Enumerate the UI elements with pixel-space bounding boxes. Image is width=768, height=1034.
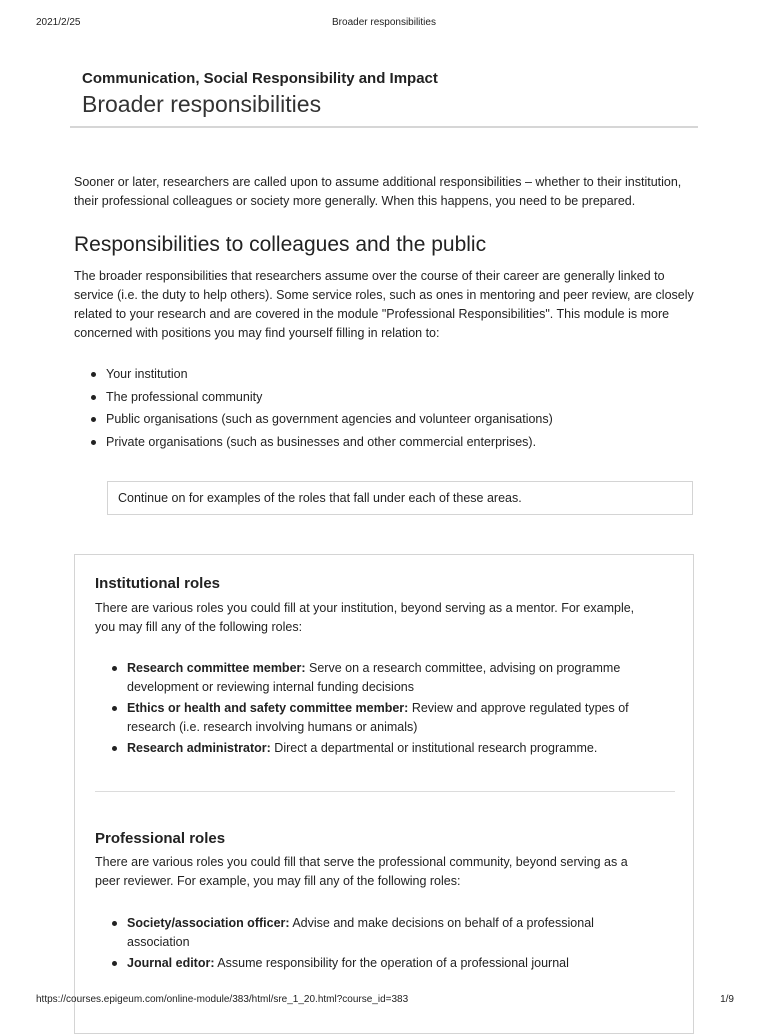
role-description: Direct a departmental or institutional research programme.: [270, 741, 598, 755]
page-url: https://courses.epigeum.com/online-module/383/html/sre_1_20.html?course_id=383: [36, 994, 409, 1005]
institutional-roles-heading: Institutional roles: [95, 575, 221, 592]
professional-roles-list: [95, 914, 655, 975]
list-item: [95, 659, 655, 697]
role-term: Ethics or health and safety committee member:: [127, 701, 409, 715]
role-description: Review and approve regulated types of research (i.e. research involving humans or animals): [127, 701, 629, 734]
professional-roles-paragraph: There are various roles you could fill that serve the professional community, beyond serving as a peer reviewer. For example, you may fill any of the following roles:: [95, 855, 628, 888]
bullet-icon: [91, 395, 96, 400]
institutional-roles-list: [95, 659, 655, 760]
bullet-icon: [112, 666, 117, 671]
module-name: Communication, Social Responsibility and Impact: [82, 70, 438, 87]
print-footer: [0, 994, 768, 1008]
section-heading: Responsibilities to colleagues and the public: [74, 233, 487, 256]
professional-roles-heading: Professional roles: [95, 830, 226, 847]
role-description: Advise and make decisions on behalf of a professional association: [127, 916, 594, 949]
bullet-icon: [91, 440, 96, 445]
role-term: Society/association officer:: [127, 916, 290, 930]
page-number: 1/9: [720, 994, 734, 1005]
bullet-icon: [112, 746, 117, 751]
role-term: Research administrator:: [127, 741, 271, 755]
list-item: [74, 388, 704, 407]
page-title: Broader responsibilities: [82, 91, 322, 117]
bullet-icon: [112, 921, 117, 926]
list-item-text: Your institution: [106, 367, 188, 381]
list-item: [74, 410, 704, 429]
role-term: Journal editor:: [127, 956, 215, 970]
list-item-text: The professional community: [106, 389, 263, 404]
bullet-icon: [91, 417, 96, 422]
list-item: [95, 914, 655, 952]
role-description: Serve on a research committee, advising on programme development or reviewing internal funding decisions: [127, 661, 621, 694]
bullet-icon: [112, 961, 117, 966]
role-description: Assume responsibility for the operation of a professional journal: [214, 956, 569, 970]
title-divider: [70, 126, 698, 128]
list-item: [95, 954, 655, 973]
list-item: [95, 699, 655, 737]
intro-paragraph: Sooner or later, researchers are called upon to assume additional responsibilities – whether to their institution, their professional colleagues or society more generally. When this happens, you need to be prepared.: [74, 175, 682, 208]
bullet-icon: [112, 706, 117, 711]
list-item-text: Public organisations (such as government agencies and volunteer organisations): [106, 412, 553, 427]
callout-text: Continue on for examples of the roles that fall under each of these areas.: [118, 491, 522, 505]
roles-divider: [95, 791, 675, 792]
roles-panel: [74, 554, 694, 1034]
areas-list: [74, 365, 704, 456]
print-date: 2021/2/25: [36, 17, 81, 28]
institutional-roles-paragraph: There are various roles you could fill at your institution, beyond serving as a mentor. For example, you may fill any of the following roles:: [95, 601, 635, 634]
callout-box: [107, 481, 693, 515]
print-header: [0, 17, 768, 31]
list-item-text: Private organisations (such as businesses and other commercial enterprises).: [106, 435, 537, 450]
print-page-title: Broader responsibilities: [332, 17, 436, 28]
bullet-icon: [91, 372, 96, 377]
list-item: [74, 365, 704, 384]
section-paragraph: The broader responsibilities that researchers assume over the course of their career are generally linked to service (i.e. the duty to help others). Some service roles, such as ones in mentoring and peer review, are closely related to your research and are covered in the module "Professional Responsibilities". This module is more concerned with positions you may find yourself filling in relation to:: [74, 269, 694, 340]
list-item: [95, 739, 655, 758]
list-item: [74, 433, 704, 452]
role-term: Research committee member:: [127, 661, 306, 675]
